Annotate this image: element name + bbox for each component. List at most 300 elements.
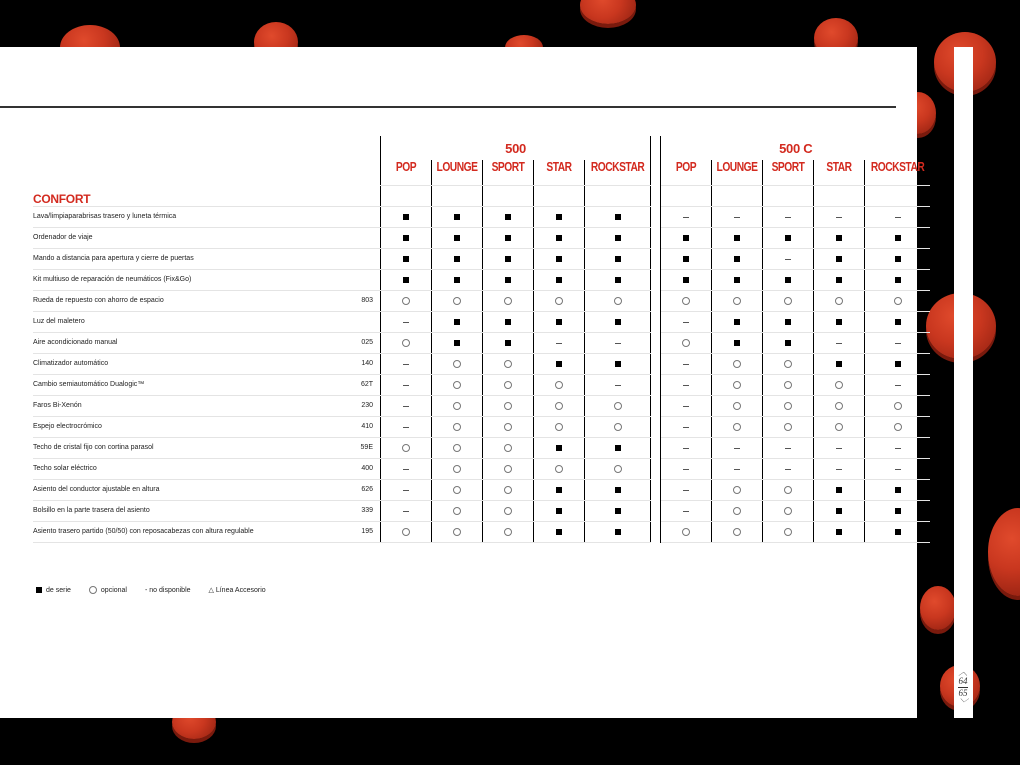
cell-standard <box>483 332 534 353</box>
cell-optional <box>483 353 534 374</box>
circle-icon <box>555 402 563 410</box>
cell-standard <box>814 479 865 500</box>
cell-optional <box>483 521 534 542</box>
cell-standard <box>432 311 483 332</box>
circle-icon <box>614 297 622 305</box>
cell-optional <box>585 416 651 437</box>
filled-square-icon <box>556 361 562 367</box>
group-500c-header: 500 C <box>779 140 813 156</box>
dash-icon <box>403 511 409 512</box>
dash-icon <box>683 385 689 386</box>
cell-unavailable <box>661 416 712 437</box>
circle-icon <box>504 507 512 515</box>
cell-optional <box>483 290 534 311</box>
circle-icon <box>504 423 512 431</box>
dash-icon <box>895 217 901 218</box>
filled-square-icon <box>836 529 842 535</box>
cell-unavailable <box>865 437 931 458</box>
circle-icon <box>453 528 461 536</box>
legend-accessory <box>209 586 266 594</box>
cell-standard <box>763 227 814 248</box>
cell-standard <box>585 248 651 269</box>
cell-optional <box>661 332 712 353</box>
filled-square-icon <box>556 508 562 514</box>
filled-square-icon <box>895 361 901 367</box>
circle-icon <box>733 486 741 494</box>
cell-unavailable <box>381 311 432 332</box>
filled-square-icon <box>734 235 740 241</box>
cell-unavailable <box>661 437 712 458</box>
model-header-label: SPORT <box>491 160 525 174</box>
cell-standard <box>712 269 763 290</box>
feature-label: Kit multiuso de reparación de neumáticos (Fix&Go) <box>33 269 353 290</box>
cell-optional <box>865 395 931 416</box>
page-number-right: 65 <box>958 688 968 698</box>
section-spacer-cell <box>585 186 651 207</box>
section-spacer-cell <box>763 186 814 207</box>
table-row <box>33 500 930 521</box>
filled-square-icon <box>615 445 621 451</box>
table-row <box>33 227 930 248</box>
cell-optional <box>483 416 534 437</box>
circle-icon <box>402 444 410 452</box>
legend-optional <box>89 586 127 594</box>
cell-standard <box>534 206 585 227</box>
cell-standard <box>865 500 931 521</box>
cell-optional <box>585 290 651 311</box>
circle-icon <box>453 402 461 410</box>
cell-standard <box>585 437 651 458</box>
cell-optional <box>381 437 432 458</box>
feature-label: Faros Bi-Xenón <box>33 395 353 416</box>
circle-icon <box>453 486 461 494</box>
filled-square-icon <box>836 256 842 262</box>
cell-optional <box>712 374 763 395</box>
cell-optional <box>534 458 585 479</box>
cell-standard <box>534 521 585 542</box>
cell-unavailable <box>814 458 865 479</box>
option-code <box>353 227 381 248</box>
model-header-label: POP <box>676 160 697 174</box>
cell-standard <box>585 227 651 248</box>
cell-standard <box>483 227 534 248</box>
circle-icon <box>504 297 512 305</box>
cell-standard <box>712 248 763 269</box>
section-spacer-cell <box>814 186 865 207</box>
dash-icon <box>734 469 740 470</box>
circle-icon <box>555 465 563 473</box>
dash-icon <box>836 217 842 218</box>
filled-square-icon <box>615 214 621 220</box>
dash-icon <box>836 469 842 470</box>
cell-unavailable <box>814 437 865 458</box>
cell-standard <box>661 269 712 290</box>
cell-standard <box>585 479 651 500</box>
cell-unavailable <box>814 332 865 353</box>
cell-optional <box>483 374 534 395</box>
cell-unavailable <box>534 332 585 353</box>
table-row <box>33 248 930 269</box>
dash-icon <box>403 322 409 323</box>
option-code <box>353 269 381 290</box>
cell-standard <box>534 353 585 374</box>
cell-optional <box>381 332 432 353</box>
cell-standard <box>585 269 651 290</box>
cell-unavailable <box>712 206 763 227</box>
chevron-down-icon[interactable]: ﹀ <box>958 698 968 708</box>
filled-square-icon <box>785 235 791 241</box>
cell-unavailable <box>661 500 712 521</box>
cell-standard <box>432 332 483 353</box>
cell-standard <box>712 227 763 248</box>
table-row <box>33 395 930 416</box>
filled-square-icon <box>836 361 842 367</box>
circle-icon <box>835 402 843 410</box>
cell-standard <box>865 311 931 332</box>
cell-optional <box>432 353 483 374</box>
option-code: 62T <box>353 374 381 395</box>
table-row <box>33 206 930 227</box>
dash-icon <box>734 217 740 218</box>
cell-standard <box>763 269 814 290</box>
cell-unavailable <box>381 374 432 395</box>
cell-optional <box>432 395 483 416</box>
filled-square-icon <box>895 277 901 283</box>
circle-icon <box>894 297 902 305</box>
cell-unavailable <box>865 374 931 395</box>
circle-icon <box>733 423 741 431</box>
option-code: 410 <box>353 416 381 437</box>
section-spacer-cell <box>534 186 585 207</box>
dash-icon <box>785 259 791 260</box>
circle-icon <box>733 402 741 410</box>
feature-label: Rueda de repuesto con ahorro de espacio <box>33 290 353 311</box>
filled-square-icon <box>454 319 460 325</box>
feature-label: Cambio semiautomático Dualogic™ <box>33 374 353 395</box>
legend-accessory-label: △ Línea Accesorio <box>208 587 266 594</box>
dash-icon <box>683 406 689 407</box>
filled-square-icon <box>556 487 562 493</box>
cell-standard <box>534 311 585 332</box>
option-code: 230 <box>353 395 381 416</box>
cell-optional <box>483 500 534 521</box>
circle-icon <box>453 360 461 368</box>
cell-optional <box>712 353 763 374</box>
circle-icon <box>835 297 843 305</box>
circle-icon <box>504 402 512 410</box>
option-code <box>353 248 381 269</box>
cell-standard <box>585 521 651 542</box>
cell-optional <box>432 458 483 479</box>
feature-label: Techo de cristal fijo con cortina parasol <box>33 437 353 458</box>
option-code: 59E <box>353 437 381 458</box>
cell-standard <box>814 248 865 269</box>
filled-square-icon <box>505 214 511 220</box>
cell-standard <box>865 248 931 269</box>
cell-optional <box>712 479 763 500</box>
cell-unavailable <box>814 206 865 227</box>
cell-unavailable <box>661 458 712 479</box>
filled-square-icon <box>454 277 460 283</box>
circle-icon <box>784 360 792 368</box>
cell-optional <box>534 290 585 311</box>
cell-optional <box>432 374 483 395</box>
cell-optional <box>763 395 814 416</box>
cell-standard <box>712 311 763 332</box>
cell-optional <box>381 521 432 542</box>
filled-square-icon <box>785 319 791 325</box>
legend-standard-label: de serie <box>46 586 71 594</box>
model-header-row <box>33 160 930 186</box>
cell-optional <box>712 416 763 437</box>
cell-optional <box>661 290 712 311</box>
filled-square-icon <box>454 214 460 220</box>
background-dot <box>920 586 956 630</box>
dash-icon <box>403 490 409 491</box>
circle-icon <box>504 381 512 389</box>
feature-label: Espejo electrocrómico <box>33 416 353 437</box>
table-row <box>33 479 930 500</box>
cell-standard <box>865 521 931 542</box>
filled-square-icon <box>36 587 42 593</box>
cell-standard <box>381 206 432 227</box>
dash-icon <box>403 364 409 365</box>
circle-icon <box>402 297 410 305</box>
feature-label: Mando a distancia para apertura y cierre de puertas <box>33 248 353 269</box>
cell-optional <box>814 374 865 395</box>
cell-optional <box>432 290 483 311</box>
filled-square-icon <box>895 319 901 325</box>
model-header-label: ROCKSTAR <box>871 160 925 174</box>
option-code: 025 <box>353 332 381 353</box>
circle-icon <box>453 444 461 452</box>
table-row <box>33 437 930 458</box>
filled-square-icon <box>836 235 842 241</box>
page-navigator[interactable] <box>952 668 974 707</box>
option-code: 803 <box>353 290 381 311</box>
filled-square-icon <box>505 256 511 262</box>
filled-square-icon <box>895 487 901 493</box>
circle-icon <box>504 465 512 473</box>
table-row <box>33 290 930 311</box>
dash-icon <box>683 427 689 428</box>
cell-optional <box>483 458 534 479</box>
section-spacer-cell <box>865 186 931 207</box>
cell-standard <box>763 311 814 332</box>
circle-icon <box>733 507 741 515</box>
circle-icon <box>504 360 512 368</box>
dash-icon <box>785 448 791 449</box>
cell-optional <box>432 500 483 521</box>
filled-square-icon <box>734 277 740 283</box>
filled-square-icon <box>785 277 791 283</box>
dash-icon <box>836 343 842 344</box>
cell-optional <box>381 290 432 311</box>
cell-standard <box>483 206 534 227</box>
circle-icon <box>555 381 563 389</box>
cell-standard <box>432 227 483 248</box>
cell-optional <box>712 395 763 416</box>
legend-standard <box>36 587 71 594</box>
model-header <box>432 160 483 186</box>
filled-square-icon <box>836 508 842 514</box>
cell-unavailable <box>865 206 931 227</box>
table-row <box>33 353 930 374</box>
cell-optional <box>483 437 534 458</box>
section-spacer-cell <box>432 186 483 207</box>
cell-optional <box>661 521 712 542</box>
cell-unavailable <box>661 479 712 500</box>
circle-icon <box>555 423 563 431</box>
cell-unavailable <box>661 311 712 332</box>
dash-icon <box>403 427 409 428</box>
dash-icon <box>683 322 689 323</box>
cell-standard <box>865 479 931 500</box>
option-code <box>353 206 381 227</box>
filled-square-icon <box>556 319 562 325</box>
filled-square-icon <box>615 487 621 493</box>
circle-icon <box>733 528 741 536</box>
model-header-label: STAR <box>546 160 572 174</box>
dash-icon <box>683 364 689 365</box>
cell-unavailable <box>865 332 931 353</box>
circle-icon <box>835 423 843 431</box>
dash-icon <box>895 385 901 386</box>
model-header <box>585 160 651 186</box>
filled-square-icon <box>556 256 562 262</box>
feature-label: Ordenador de viaje <box>33 227 353 248</box>
model-header-label: LOUNGE <box>436 160 478 174</box>
cell-standard <box>381 269 432 290</box>
cell-optional <box>534 416 585 437</box>
cell-optional <box>432 521 483 542</box>
filled-square-icon <box>836 277 842 283</box>
feature-label: Climatizador automático <box>33 353 353 374</box>
cell-optional <box>865 290 931 311</box>
dash-icon <box>683 448 689 449</box>
cell-unavailable <box>381 458 432 479</box>
filled-square-icon <box>683 235 689 241</box>
feature-label: Bolsillo en la parte trasera del asiento <box>33 500 353 521</box>
filled-square-icon <box>615 256 621 262</box>
section-spacer-cell <box>381 186 432 207</box>
filled-square-icon <box>836 319 842 325</box>
cell-standard <box>381 227 432 248</box>
section-spacer-cell <box>661 186 712 207</box>
model-header <box>712 160 763 186</box>
table-row <box>33 521 930 542</box>
circle-icon <box>682 297 690 305</box>
cell-standard <box>865 227 931 248</box>
cell-standard <box>585 353 651 374</box>
dash-icon <box>895 448 901 449</box>
cell-optional <box>432 437 483 458</box>
circle-icon <box>453 423 461 431</box>
dash-icon <box>785 217 791 218</box>
dash-icon <box>615 385 621 386</box>
circle-icon <box>835 381 843 389</box>
circle-icon <box>402 339 410 347</box>
section-title-row <box>33 186 930 207</box>
cell-unavailable <box>763 437 814 458</box>
cell-optional <box>483 479 534 500</box>
circle-icon <box>555 297 563 305</box>
filled-square-icon <box>734 340 740 346</box>
filled-square-icon <box>615 235 621 241</box>
dash-icon <box>785 469 791 470</box>
filled-square-icon <box>615 361 621 367</box>
dash-icon <box>683 469 689 470</box>
cell-unavailable <box>865 458 931 479</box>
dash-icon <box>403 469 409 470</box>
table-row <box>33 374 930 395</box>
circle-icon <box>682 339 690 347</box>
option-code: 339 <box>353 500 381 521</box>
option-code <box>353 311 381 332</box>
filled-square-icon <box>556 235 562 241</box>
cell-unavailable <box>712 458 763 479</box>
cell-unavailable <box>585 374 651 395</box>
cell-unavailable <box>381 353 432 374</box>
dash-icon <box>556 343 562 344</box>
filled-square-icon <box>403 277 409 283</box>
cell-standard <box>814 227 865 248</box>
feature-label: Asiento del conductor ajustable en altura <box>33 479 353 500</box>
cell-optional <box>534 374 585 395</box>
filled-square-icon <box>683 277 689 283</box>
filled-square-icon <box>505 277 511 283</box>
circle-icon <box>894 402 902 410</box>
filled-square-icon <box>454 235 460 241</box>
page-number-left: 64 <box>958 676 968 686</box>
cell-standard <box>865 269 931 290</box>
filled-square-icon <box>895 256 901 262</box>
model-header-label: STAR <box>826 160 852 174</box>
filled-square-icon <box>403 256 409 262</box>
filled-square-icon <box>615 319 621 325</box>
model-header <box>763 160 814 186</box>
cell-optional <box>585 395 651 416</box>
cell-optional <box>763 290 814 311</box>
dash-icon <box>403 385 409 386</box>
circle-icon <box>682 528 690 536</box>
cell-unavailable <box>661 374 712 395</box>
table-row <box>33 269 930 290</box>
cell-standard <box>483 248 534 269</box>
circle-icon <box>402 528 410 536</box>
section-spacer-cell <box>712 186 763 207</box>
cell-standard <box>534 269 585 290</box>
filled-square-icon <box>785 340 791 346</box>
cell-unavailable <box>661 206 712 227</box>
background-dot <box>580 0 636 24</box>
group-500-header: 500 <box>381 136 651 160</box>
chevron-up-icon[interactable]: ︿ <box>958 667 968 677</box>
cell-unavailable <box>661 395 712 416</box>
table-row <box>33 332 930 353</box>
cell-optional <box>432 479 483 500</box>
model-header <box>534 160 585 186</box>
filled-square-icon <box>556 214 562 220</box>
filled-square-icon <box>505 235 511 241</box>
group-header-row <box>33 136 930 160</box>
model-header-label: ROCKSTAR <box>590 160 645 174</box>
cell-standard <box>432 269 483 290</box>
cell-standard <box>534 227 585 248</box>
model-header <box>661 160 712 186</box>
filled-square-icon <box>615 277 621 283</box>
section-title: CONFORT <box>33 186 381 207</box>
